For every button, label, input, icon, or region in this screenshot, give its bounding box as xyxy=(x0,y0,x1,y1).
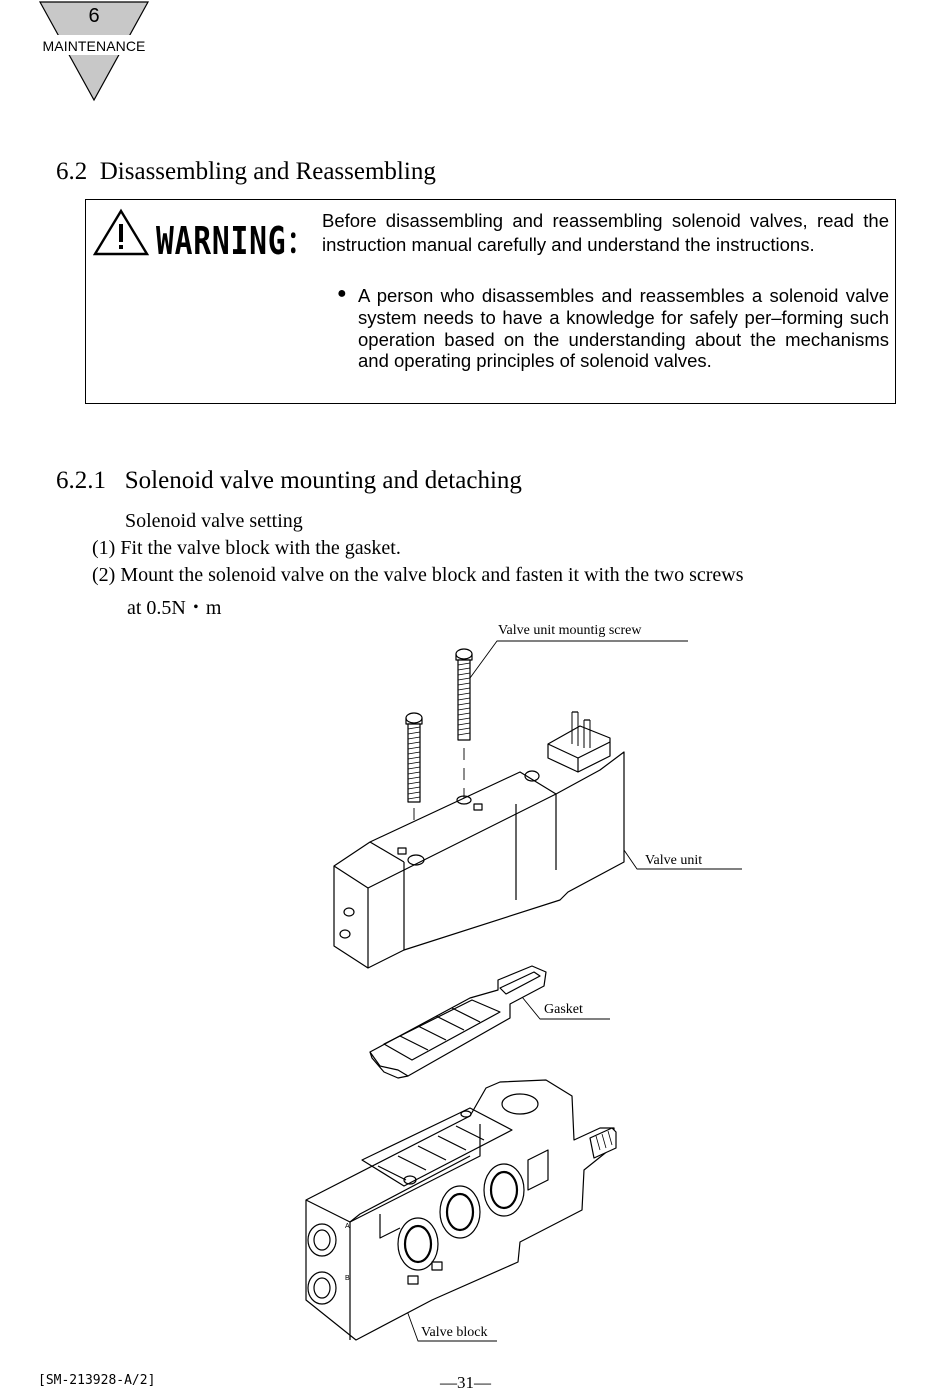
warning-word: WARNING： xyxy=(156,219,317,263)
valve-block xyxy=(306,1080,616,1340)
valve-unit xyxy=(334,712,624,968)
subsection-title: 6.2.1 Solenoid valve mounting and detaching xyxy=(56,467,522,494)
label-valve-block: Valve block xyxy=(421,1325,488,1340)
label-valve-unit: Valve unit xyxy=(645,853,703,868)
port-mark-b: B xyxy=(345,1275,350,1282)
step-2-continuation: at 0.5N・m xyxy=(127,597,222,619)
label-gasket: Gasket xyxy=(544,1002,583,1017)
step-2: (2) Mount the solenoid valve on the valve block and fasten it with the two screws xyxy=(92,564,744,586)
procedure-heading: Solenoid valve setting xyxy=(125,510,303,532)
warning-bullet-text: A person who disassembles and reassembles a solenoid valve system needs to have a knowledge for safely per–forming such operation based on the understanding about the mechanisms and operating principles of solenoid valves. xyxy=(358,285,889,372)
bullet-icon: ● xyxy=(337,285,347,302)
section-title: 6.2 Disassembling and Reassembling xyxy=(56,158,436,185)
mounting-screw-long xyxy=(456,649,472,798)
chapter-label: MAINTENANCE xyxy=(42,38,146,54)
exploded-assembly-drawing xyxy=(290,615,760,1350)
gasket xyxy=(370,966,546,1078)
chapter-number: 6 xyxy=(88,5,100,27)
warning-text: Before disassembling and reassembling solenoid valves, read the instruction manual carefully and understand the instructions. xyxy=(322,210,889,255)
warning-triangle-icon xyxy=(93,208,149,256)
port-mark-a: A xyxy=(345,1223,350,1230)
step-1: (1) Fit the valve block with the gasket. xyxy=(92,537,401,559)
label-valve-unit-mounting-screw: Valve unit mountig screw xyxy=(498,623,642,638)
page-number: —31— xyxy=(440,1373,491,1392)
document-code: [SM-213928-A/2] xyxy=(38,1373,156,1388)
